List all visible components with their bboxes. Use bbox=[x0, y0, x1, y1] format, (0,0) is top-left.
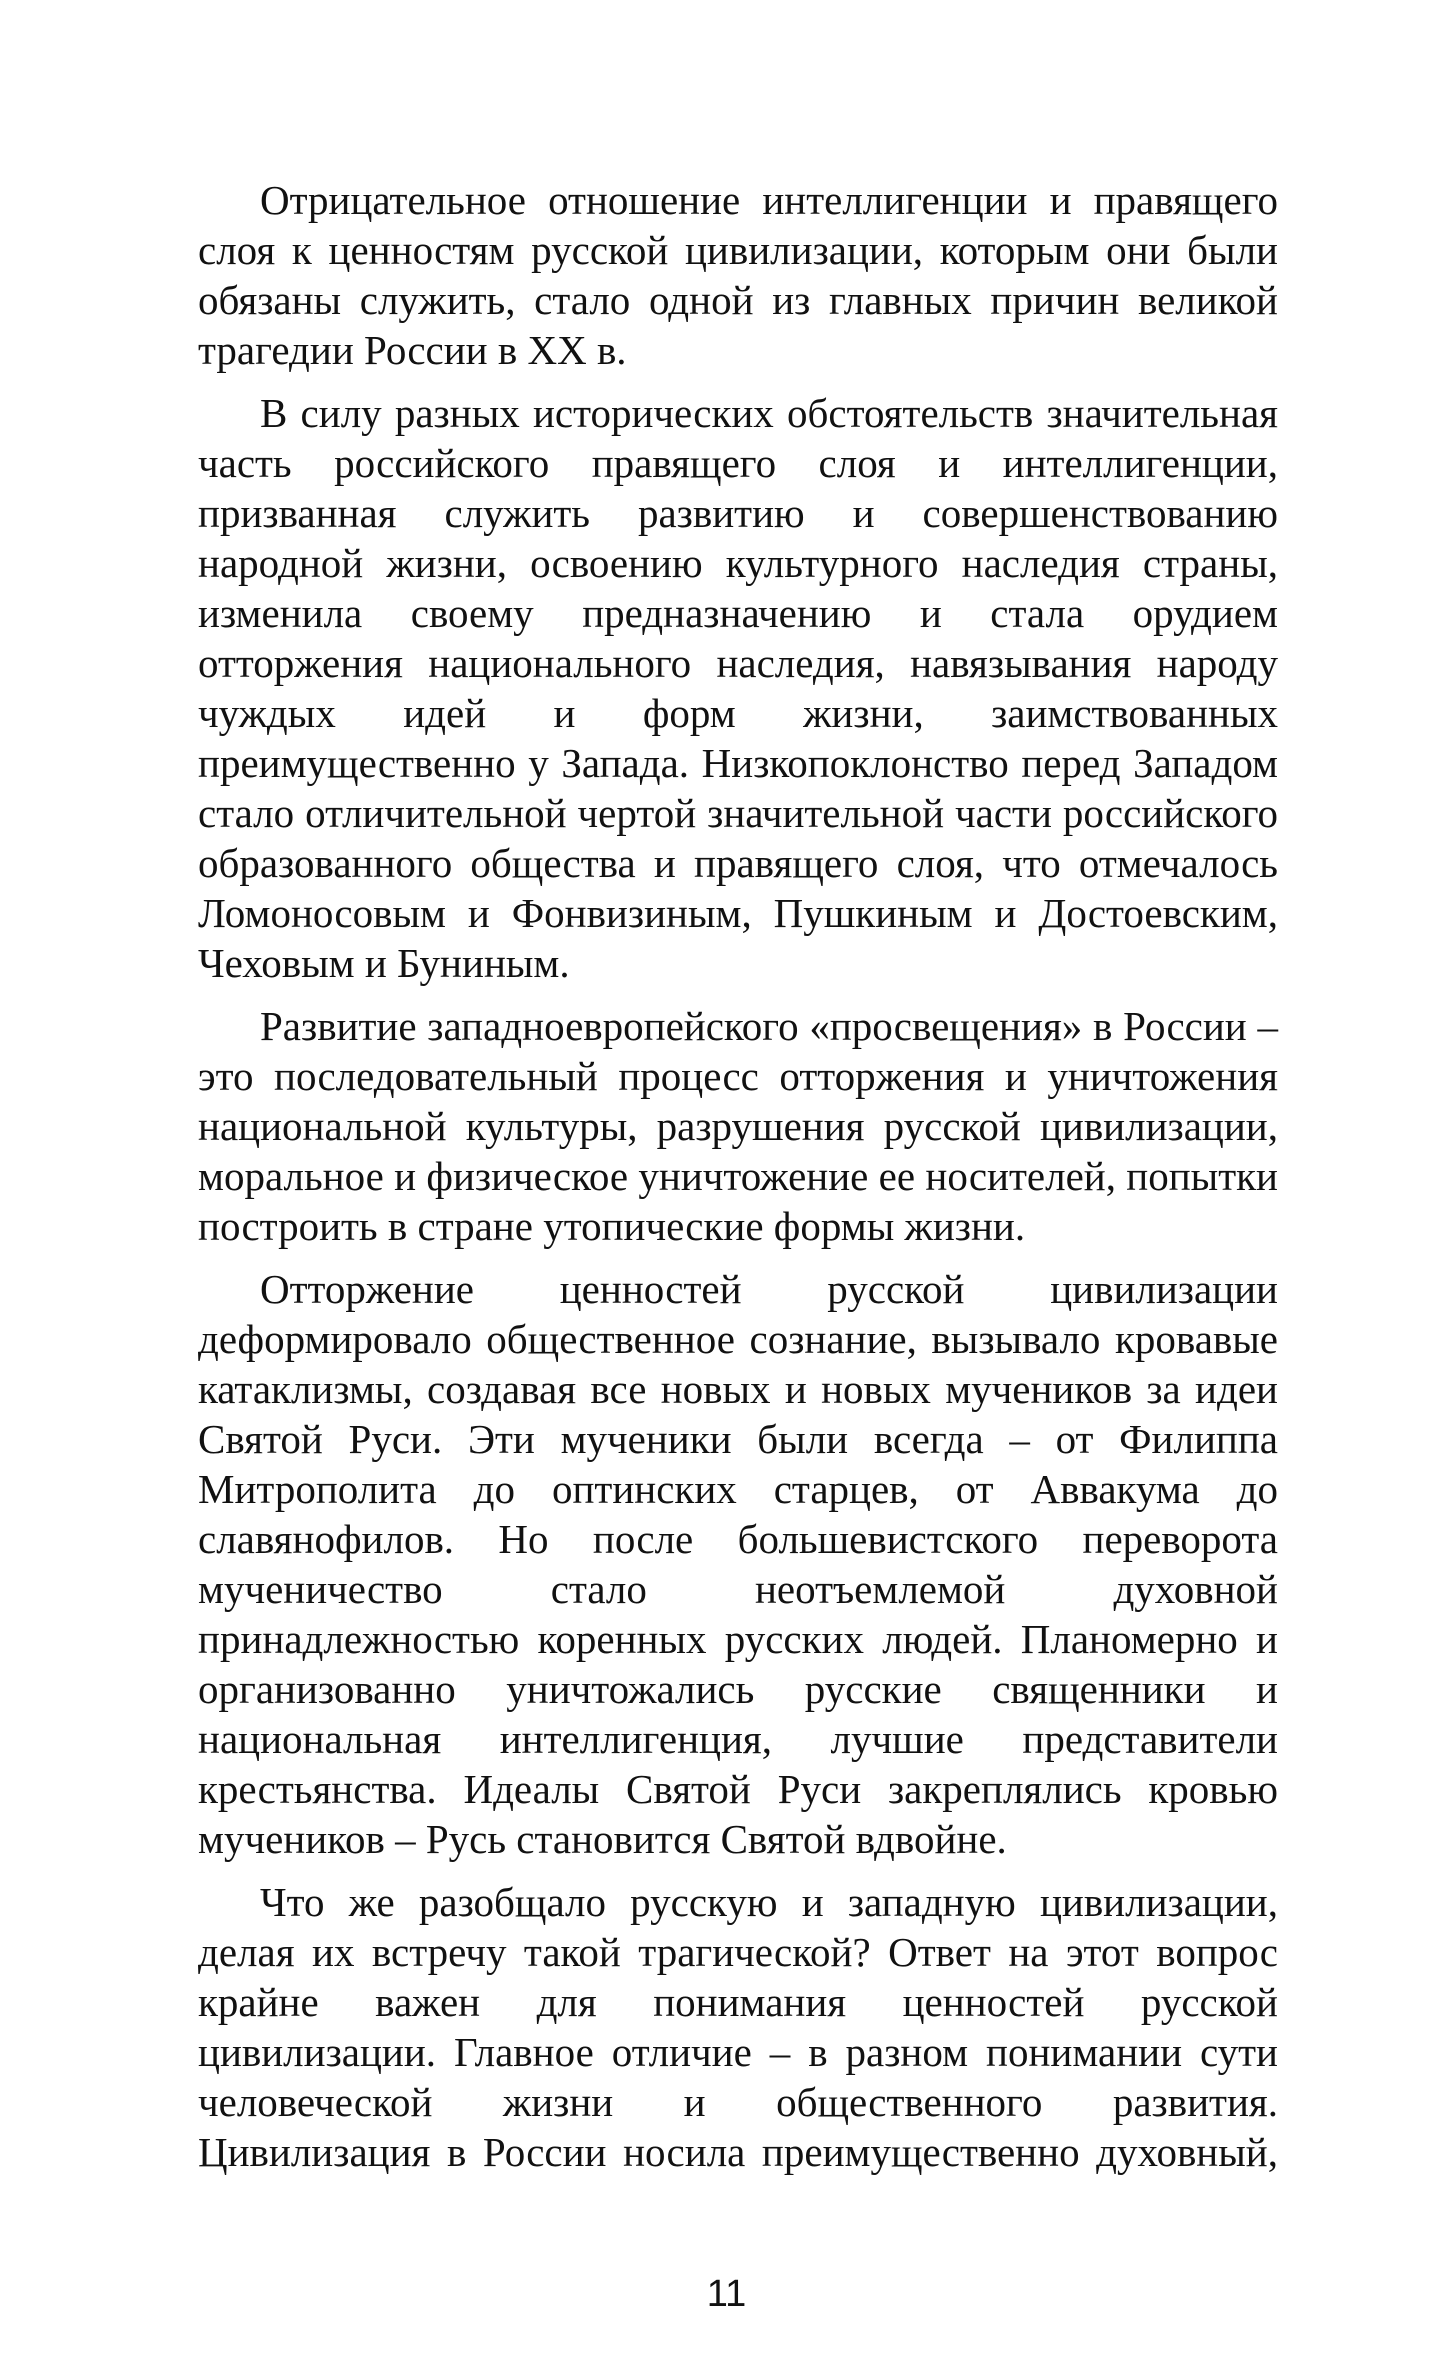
paragraph-1: Отрицательное отношение интеллигенции и правящего слоя к ценностям русской цивилизации, которым они были обязаны служить, стало одной из главных причин великой трагедии России в XX в. bbox=[198, 177, 1278, 373]
paragraph-4: Отторжение ценностей русской цивилизации деформировало общественное сознание, вызывало кровавые катаклизмы, создавая все новых и новых мучеников за идеи Святой Руси. Эти мученики были всегда – от Филиппа Митрополита до оптинских старцев, от Аввакума до славянофилов. Но после большевистского переворота мученичество стало неотъемлемой духовной принадлежностью коренных русских людей. Планомерно и организованно уничтожались русские священники и национальная интеллигенция, лучшие представители крестьянства. Идеалы Святой Руси закреплялись кровью мучеников – Русь становится Святой вдвойне. bbox=[198, 1266, 1278, 1862]
paragraph-5: Что же разобщало русскую и западную цивилизации, делая их встречу такой трагической? Ответ на этот вопрос крайне важен для понимания ценностей русской цивилизации. Главное отличие – в разном понимании сути человеческой жизни и общественного развития. Цивилизация в России носила преимущественно духовный, bbox=[198, 1879, 1278, 2175]
paragraph-2: В силу разных исторических обстоятельств значительная часть российского правящего слоя и интеллигенции, призванная служить развитию и совершенствованию народной жизни, освоению культурного наследия страны, изменила своему предназначению и стала орудием отторжения национального наследия, навязывания народу чуждых идей и форм жизни, заимствованных преимущественно у Запада. Низкопоклонство перед Западом стало отличительной чертой значительной части российского образованного общества и правящего слоя, что отмечалось Ломоносовым и Фонвизиным, Пушкиным и Достоевским, Чеховым и Буниным. bbox=[198, 390, 1278, 986]
page-number: 11 bbox=[706, 2273, 747, 2315]
paragraph-3: Развитие западноевропейского «просвещения» в России – это последовательный процесс отторжения и уничтожения национальной культуры, разрушения русской цивилизации, моральное и физическое уничтожение ее носителей, попытки построить в стране утопические формы жизни. bbox=[198, 1003, 1278, 1249]
body-text bbox=[198, 175, 1278, 2190]
